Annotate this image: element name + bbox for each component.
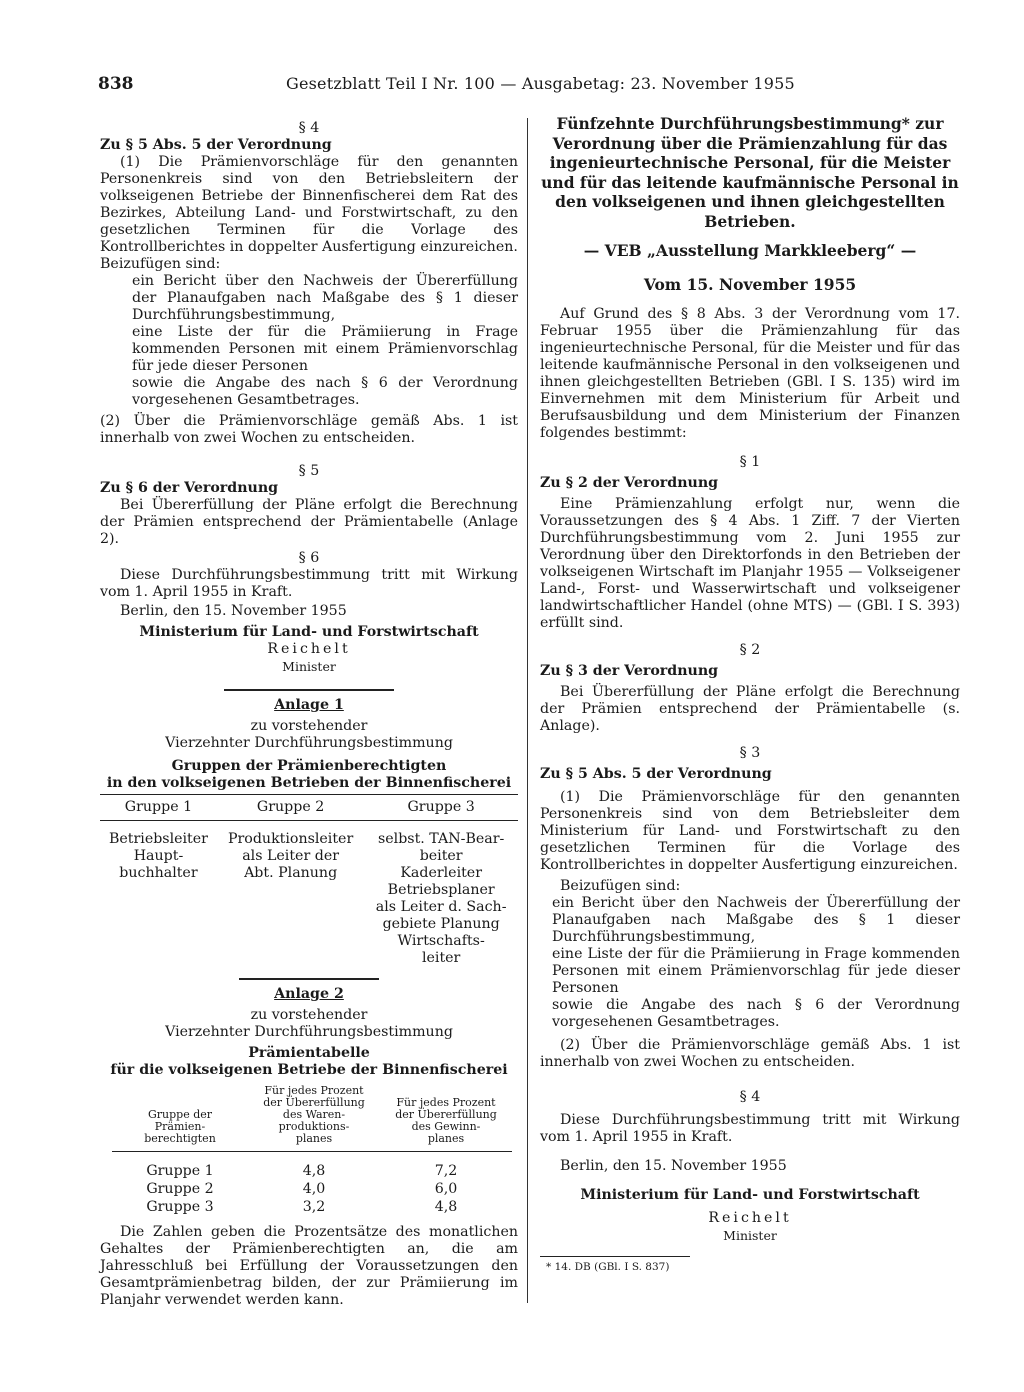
- annex-title: Anlage 1: [274, 697, 344, 713]
- cell-line: Betriebsplaner: [387, 882, 495, 898]
- cell-line: selbst. TAN-Bear-: [378, 831, 505, 847]
- cell-line: Produktionsleiter: [227, 831, 354, 847]
- header-line: des Gewinn-: [411, 1120, 481, 1133]
- section-heading: Zu § 3 der Verordnung: [540, 663, 719, 679]
- column-header: Gruppe 3: [364, 795, 518, 821]
- annex-subtitle: zu vorstehender: [250, 1007, 368, 1023]
- annex-heading: für die volkseigenen Betriebe der Binnenfischerei: [110, 1062, 508, 1078]
- section-number: § 6: [298, 550, 320, 566]
- table-cell: 4,8: [302, 1163, 326, 1179]
- cell-line: als Leiter der: [242, 848, 339, 864]
- annex-subtitle: Vierzehnter Durchführungsbestimmung: [165, 1024, 453, 1040]
- separator-rule: [224, 689, 394, 691]
- cell-line: beiter: [419, 848, 463, 864]
- column-header: Gruppe 1: [100, 795, 217, 821]
- column-header: [112, 1085, 248, 1152]
- table-row: [112, 1180, 512, 1198]
- list-item: ein Bericht über den Nachweis der Übererfüllung der Planaufgaben nach Maßgabe des § 1 dieser Durchführungsbestimmung,: [552, 895, 960, 945]
- footnote-rule: [540, 1256, 690, 1257]
- place-date: Berlin, den 15. November 1955: [120, 603, 347, 619]
- signer-title: Minister: [282, 659, 336, 674]
- table-row: [112, 1162, 512, 1180]
- paragraph: (1) Die Prämienvorschläge für den genannten Personenkreis sind von dem Betriebsleiter dem Ministerium für Land- und Forstwirtschaft zu den gesetzlichen Terminen für die Vorlage des Kontrollberichtes in doppelter Ausfertigung einzureichen.: [540, 789, 960, 873]
- document-subtitle: — VEB „Ausstellung Markkleeberg“ —: [583, 241, 917, 260]
- header-line: produktions-: [278, 1120, 350, 1133]
- table-cell: Gruppe 2: [146, 1181, 214, 1197]
- annex-subtitle: zu vorstehender: [250, 718, 368, 734]
- header-line: Prämien-: [154, 1120, 206, 1133]
- table-row: [112, 1198, 512, 1216]
- cell-line: Kaderleiter: [400, 865, 482, 881]
- header-line: planes: [295, 1132, 333, 1145]
- place-date: Berlin, den 15. November 1955: [560, 1158, 787, 1174]
- cell-line: gebiete Planung: [382, 916, 500, 932]
- section-number: § 5: [298, 463, 320, 479]
- table-cell: 4,8: [434, 1199, 458, 1215]
- cell-line: Abt. Planung: [244, 865, 338, 881]
- column-divider: [527, 118, 528, 1303]
- table-cell: 7,2: [434, 1163, 458, 1179]
- section-heading: Zu § 6 der Verordnung: [100, 480, 279, 496]
- header-line: planes: [427, 1132, 465, 1145]
- table-cell: 3,2: [302, 1199, 326, 1215]
- header-line: des Waren-: [282, 1108, 346, 1121]
- cell-line: als Leiter d. Sach-: [375, 899, 507, 915]
- paragraph: (2) Über die Prämienvorschläge gemäß Abs. 1 ist innerhalb von zwei Wochen zu entscheiden.: [540, 1037, 960, 1070]
- signer-title: Minister: [723, 1228, 777, 1243]
- list-item: ein Bericht über den Nachweis der Übererfüllung der Planaufgaben nach Maßgabe des § 1 dieser Durchführungsbestimmung,: [132, 273, 518, 323]
- table-cell: Gruppe 3: [146, 1199, 214, 1215]
- section-number: § 1: [739, 454, 761, 470]
- section-number: § 4: [739, 1089, 761, 1105]
- header-line: berechtigten: [144, 1132, 216, 1145]
- section-number: § 2: [739, 642, 761, 658]
- annex-heading: in den volkseigenen Betrieben der Binnenfischerei: [106, 775, 512, 791]
- signer-name: Reichelt: [267, 641, 351, 657]
- list-item: eine Liste der für die Prämiierung in Frage kommenden Personen mit einem Prämienvorschlag für jede dieser Personen: [132, 324, 518, 374]
- running-head: Gesetzblatt Teil I Nr. 100 — Ausgabetag: 23. November 1955: [286, 74, 795, 93]
- paragraph: (1) Die Prämienvorschläge für den genannten Personenkreis sind von den Betriebsleitern der volkseigenen Betriebe der Binnenfischerei dem Rat des Bezirkes, Abteilung Land- und Forstwirtschaft, zu den gesetzlichen Terminen für die Vorlage des Kontrollberichtes in doppelter Ausfertigung einzureichen.: [100, 154, 518, 255]
- annex-note: Die Zahlen geben die Prozentsätze des monatlichen Gehaltes der Prämienberechtigten an, die am Jahresschluß bei Erfüllung der Voraussetzungen den Gesamtprämienbetrag bilden, der zur Prämiierung im Planjahr verwendet werden kann.: [100, 1224, 518, 1308]
- separator-rule: [239, 978, 379, 980]
- cell-line: buchhalter: [119, 865, 198, 881]
- header-line: der Übererfüllung: [263, 1096, 365, 1109]
- section-heading: Zu § 5 Abs. 5 der Verordnung: [100, 137, 332, 153]
- document-date: Vom 15. November 1955: [643, 274, 857, 294]
- annex-title: Anlage 2: [274, 986, 344, 1002]
- spacer: [112, 1152, 512, 1163]
- groups-table: [100, 794, 518, 968]
- preamble: Auf Grund des § 8 Abs. 3 der Verordnung vom 17. Februar 1955 über die Prämienzahlung für das ingenieurtechnische Personal, für die Meister und für das leitende kaufmännische Personal in den volkseigenen und ihnen gleichgestellten Betrieben (GBl. I S. 135) wird im Einvernehmen mit dem Ministerium für Arbeit und Berufsausbildung und dem Ministerium der Finanzen folgendes bestimmt:: [540, 306, 960, 441]
- table-cell: Gruppe 1: [146, 1163, 214, 1179]
- table-cell: [217, 821, 364, 969]
- paragraph: Bei Übererfüllung der Pläne erfolgt die Berechnung der Prämien entsprechend der Prämientabelle (Anlage 2).: [100, 497, 518, 547]
- column-header: [380, 1085, 512, 1152]
- cell-line: Betriebsleiter: [108, 831, 208, 847]
- header-line: der Übererfüllung: [395, 1108, 497, 1121]
- section-heading: Zu § 2 der Verordnung: [540, 475, 719, 491]
- header-line: Für jedes Prozent: [396, 1096, 496, 1109]
- list-item: sowie die Angabe des nach § 6 der Verordnung vorgesehenen Gesamtbetrages.: [552, 997, 960, 1030]
- paragraph: Beizufügen sind:: [560, 878, 681, 894]
- section-number: § 3: [739, 745, 761, 761]
- paragraph: Diese Durchführungsbestimmung tritt mit Wirkung vom 1. April 1955 in Kraft.: [100, 567, 518, 600]
- page-number: 838: [98, 74, 134, 94]
- signer-name: Reichelt: [708, 1210, 792, 1226]
- document-title: Fünfzehnte Durchführungsbestimmung* zur Verordnung über die Prämienzahlung für das ingenieurtechnische Personal, für die Meister und für das leitende kaufmännische Personal in den volkseigenen und ihnen gleichgestellten Betrieben.: [541, 114, 959, 231]
- ministry-name: Ministerium für Land- und Forstwirtschaft: [580, 1187, 920, 1203]
- paragraph: Beizufügen sind:: [100, 256, 221, 272]
- table-cell: [364, 821, 518, 969]
- section-number: § 4: [298, 120, 320, 136]
- annex-subtitle: Vierzehnter Durchführungsbestimmung: [165, 735, 453, 751]
- paragraph: Eine Prämienzahlung erfolgt nur, wenn die Voraussetzungen des § 4 Abs. 1 Ziff. 7 der Vierten Durchführungsbestimmung vom 2. Juni 1955 zur Verordnung über den Direktorfonds in den Betrieben der volkseigenen Wirtschaft im Planjahr 1955 — Volkseigener Land-, Forst- und Wasserwirtschaft und volkseigener landwirtschaftlicher Handel (ohne MTS) — (GBl. I S. 393) erfüllt sind.: [540, 496, 960, 631]
- column-header: [248, 1085, 380, 1152]
- header-line: Für jedes Prozent: [264, 1084, 364, 1097]
- table-cell: [100, 821, 217, 969]
- cell-line: Haupt-: [133, 848, 184, 864]
- premium-table: [112, 1085, 512, 1216]
- list-item: sowie die Angabe des nach § 6 der Verordnung vorgesehenen Gesamtbetrages.: [132, 375, 518, 408]
- annex-heading: Gruppen der Prämienberechtigten: [171, 758, 447, 774]
- column-header: Gruppe 2: [217, 795, 364, 821]
- list-item: eine Liste der für die Prämiierung in Frage kommenden Personen mit einem Prämienvorschlag für jede dieser Personen: [552, 946, 960, 996]
- left-column: [100, 112, 518, 1309]
- cell-line: leiter: [421, 950, 461, 966]
- table-cell: 4,0: [302, 1181, 326, 1197]
- page-header: [96, 74, 966, 98]
- section-heading: Zu § 5 Abs. 5 der Verordnung: [540, 766, 772, 782]
- right-column: [540, 114, 960, 1273]
- annex-heading: Prämientabelle: [248, 1045, 370, 1061]
- footnote: * 14. DB (GBl. I S. 837): [546, 1261, 670, 1273]
- ministry-name: Ministerium für Land- und Forstwirtschaft: [139, 624, 479, 640]
- cell-line: Wirtschafts-: [397, 933, 485, 949]
- header-line: Gruppe der: [147, 1108, 213, 1121]
- paragraph: Diese Durchführungsbestimmung tritt mit Wirkung vom 1. April 1955 in Kraft.: [540, 1112, 960, 1145]
- paragraph: Bei Übererfüllung der Pläne erfolgt die Berechnung der Prämien entsprechend der Prämientabelle (s. Anlage).: [540, 684, 960, 734]
- paragraph: (2) Über die Prämienvorschläge gemäß Abs. 1 ist innerhalb von zwei Wochen zu entscheiden.: [100, 413, 518, 446]
- table-cell: 6,0: [434, 1181, 458, 1197]
